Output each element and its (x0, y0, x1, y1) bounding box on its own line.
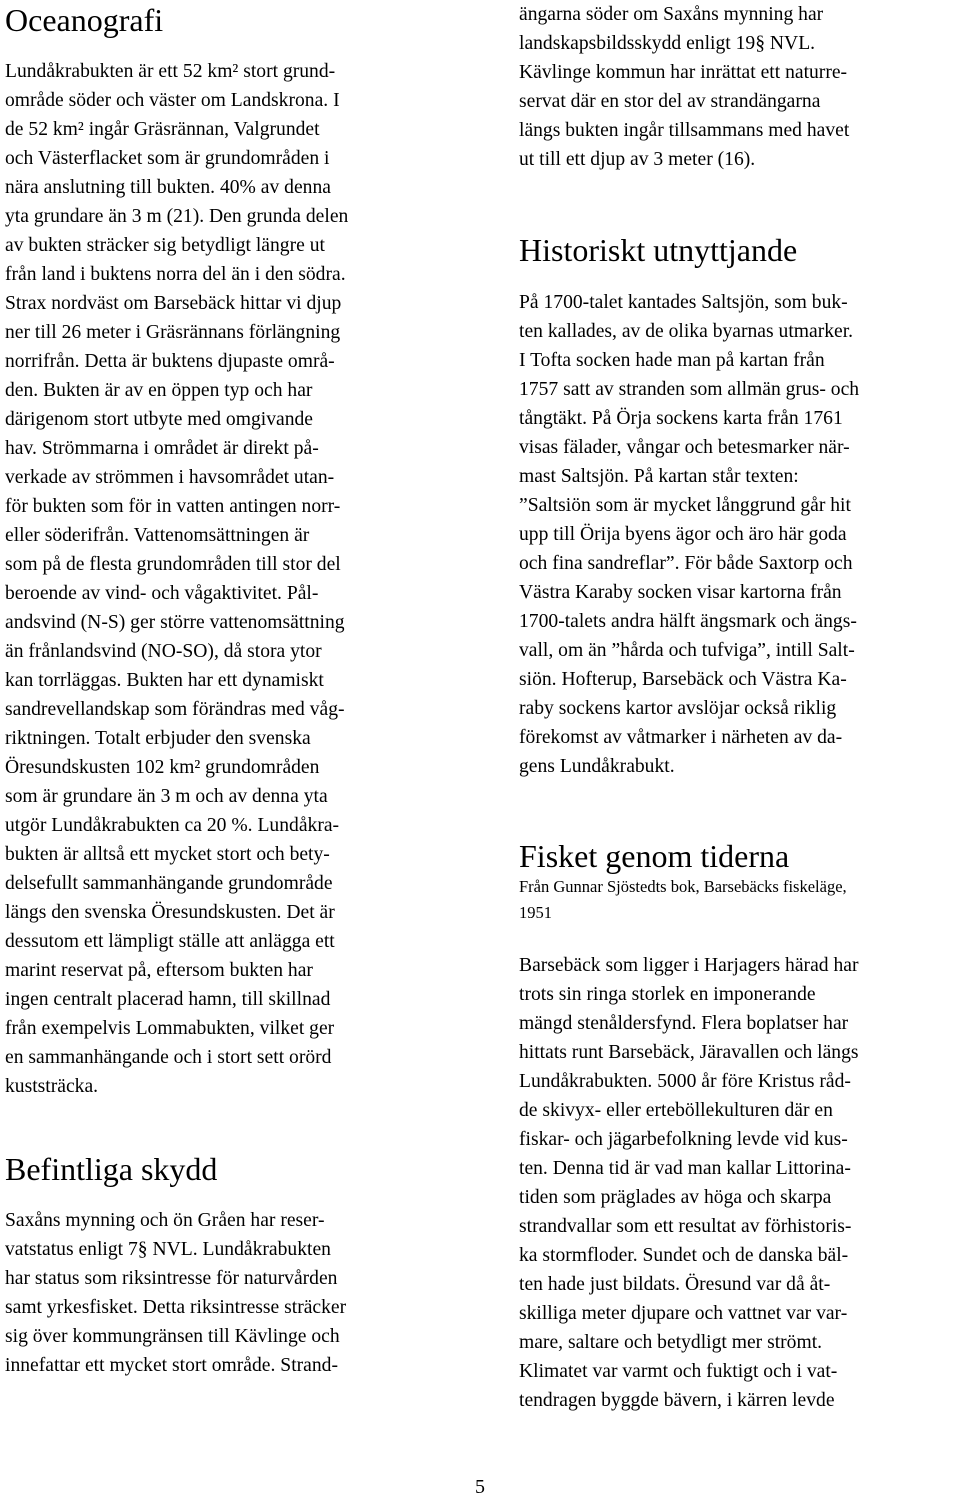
text-line: ten kallades, av de olika byarnas utmarker. (519, 321, 854, 342)
page-number: 5 (475, 1476, 485, 1498)
text-line: de 52 km² ingår Gräsrännan, Valgrundet (5, 119, 320, 140)
text-line: hav. Strömmarna i området är direkt på- (5, 438, 319, 459)
text-line: Västra Karaby socken visar kartorna från (519, 582, 842, 603)
text-line: mare, saltare och betydligt mer strömt. (519, 1332, 823, 1353)
text-line: delsefullt sammanhängande grundområde (5, 873, 333, 894)
fisket-text (519, 951, 959, 1415)
heading-historiskt-utnyttjande: Historiskt utnyttjande (519, 232, 798, 268)
text-line: område söder och väster om Landskrona. I (5, 90, 340, 111)
right-column (519, 0, 959, 1415)
text-line: sig över kommungränsen till Kävlinge och (5, 1326, 340, 1347)
text-line: Öresundskusten 102 km² grundområden (5, 757, 320, 778)
left-column (5, 0, 455, 1380)
section-gap (519, 926, 959, 951)
text-line: den. Bukten är av en öppen typ och har (5, 380, 313, 401)
text-line: raby sockens kartor avslöjar också riklig (519, 698, 837, 719)
text-line: längs den svenska Öresundskusten. Det är (5, 902, 335, 923)
text-line: som på de flesta grundområden till stor del (5, 554, 341, 575)
text-line: eller söderifrån. Vattenomsättningen är (5, 525, 310, 546)
text-line: längs bukten ingår tillsammans med havet (519, 120, 850, 141)
text-line: förekomst av våtmarker i närheten av da- (519, 727, 843, 748)
text-line: upp till Örija byens ägor och äro här goda (519, 524, 847, 545)
text-line: vall, om än ”hårda och tufviga”, intill Salt- (519, 640, 855, 661)
text-line: strandvallar som ett resultat av förhistoris- (519, 1216, 852, 1237)
text-line: utgör Lundåkrabukten ca 20 %. Lundåkra- (5, 815, 340, 836)
source-note (519, 874, 959, 926)
text-line: som är grundare än 3 m och av denna yta (5, 786, 328, 807)
text-line: Saxåns mynning och ön Gråen har reser- (5, 1210, 325, 1231)
text-line: ingen centralt placerad hamn, till skillnad (5, 989, 331, 1010)
heading-oceanografi: Oceanografi (5, 2, 164, 38)
text-line: Från Gunnar Sjöstedts bok, Barsebäcks fiskeläge, (519, 877, 847, 896)
text-line: siön. Hofterup, Barsebäck och Västra Ka- (519, 669, 847, 690)
text-line: norrifrån. Detta är buktens djupaste områ- (5, 351, 335, 372)
text-line: ”Saltsiön som är mycket långgrund går hit (519, 495, 851, 516)
text-line: skilliga meter djupare och vattnet var var- (519, 1303, 848, 1324)
text-line: nära anslutning till bukten. 40% av denna (5, 177, 331, 198)
section-gap (5, 1101, 455, 1151)
text-line: fiskar- och jägarbefolkning levde vid kus- (519, 1129, 848, 1150)
text-line: marint reservat på, eftersom bukten har (5, 960, 313, 981)
text-line: av bukten sträcker sig betydligt längre ut (5, 235, 325, 256)
text-line: och fina sandreflar”. För både Saxtorp och (519, 553, 853, 574)
text-line: 1757 satt av stranden som allmän grus- och (519, 379, 860, 400)
text-line: I Tofta socken hade man på kartan från (519, 350, 825, 371)
text-line: dessutom ett lämpligt ställe att anlägga ett (5, 931, 335, 952)
befintliga-skydd-text (5, 1206, 455, 1380)
text-line: från exempelvis Lommabukten, vilket ger (5, 1018, 335, 1039)
text-line: vatstatus enligt 7§ NVL. Lundåkrabukten (5, 1239, 331, 1260)
text-line: än frånlandsvind (NO-SO), då stora ytor (5, 641, 322, 662)
text-line: På 1700-talet kantades Saltsjön, som buk- (519, 292, 848, 313)
text-line: mast Saltsjön. På kartan står texten: (519, 466, 799, 487)
section-gap (519, 174, 959, 232)
text-line: landskapsbildsskydd enligt 19§ NVL. (519, 33, 816, 54)
text-line: mängd stenåldersfynd. Flera boplatser har (519, 1013, 849, 1034)
text-line: har status som riksintresse för naturvården (5, 1268, 338, 1289)
text-line: visas fälader, vångar och betesmarker när- (519, 437, 850, 458)
text-line: ut till ett djup av 3 meter (16). (519, 149, 756, 170)
text-line: från land i buktens norra del än i den södra. (5, 264, 346, 285)
text-line: tiden som präglades av höga och skarpa (519, 1187, 832, 1208)
skydd-continued-text (519, 0, 959, 174)
text-line: bukten är alltså ett mycket stort och bety- (5, 844, 330, 865)
text-line: Strax nordväst om Barsebäck hittar vi djup (5, 293, 342, 314)
text-line: samt yrkesfisket. Detta riksintresse sträcker (5, 1297, 347, 1318)
text-line: och Västerflacket som är grundområden i (5, 148, 330, 169)
text-line: en sammanhängande och i stort sett orörd (5, 1047, 332, 1068)
text-line: Kävlinge kommun har inrättat ett naturre- (519, 62, 848, 83)
text-line: Barsebäck som ligger i Harjagers härad har (519, 955, 859, 976)
text-line: kan torrläggas. Bukten har ett dynamiskt (5, 670, 324, 691)
historiskt-text (519, 288, 959, 781)
text-line: tendragen byggde bävern, i kärren levde (519, 1390, 835, 1411)
text-line: yta grundare än 3 m (21). Den grunda delen (5, 206, 349, 227)
text-line: de skivyx- eller erteböllekulturen där en (519, 1100, 833, 1121)
text-line: 1700-talets andra hälft ängsmark och ängs- (519, 611, 857, 632)
text-line: ten hade just bildats. Öresund var då åt- (519, 1274, 831, 1295)
text-line: för bukten som för in vatten antingen norr- (5, 496, 341, 517)
text-line: ner till 26 meter i Gräsrännans förlängning (5, 322, 341, 343)
text-line: 1951 (519, 903, 552, 922)
heading-befintliga-skydd: Befintliga skydd (5, 1151, 218, 1187)
section-gap (519, 781, 959, 838)
text-line: servat där en stor del av strandängarna (519, 91, 821, 112)
text-line: sandrevellandskap som förändras med våg- (5, 699, 345, 720)
text-line: trots sin ringa storlek en imponerande (519, 984, 816, 1005)
text-line: riktningen. Totalt erbjuder den svenska (5, 728, 311, 749)
text-line: hittats runt Barsebäck, Järavallen och längs (519, 1042, 859, 1063)
text-line: Klimatet var varmt och fuktigt och i vat- (519, 1361, 838, 1382)
text-line: ten. Denna tid är vad man kallar Littorina- (519, 1158, 851, 1179)
text-line: därigenom stort utbyte med omgivande (5, 409, 313, 430)
text-line: Lundåkrabukten. 5000 år före Kristus råd- (519, 1071, 851, 1092)
oceanografi-text (5, 57, 455, 1101)
heading-fisket-genom-tiderna: Fisket genom tiderna (519, 838, 790, 874)
text-line: innefattar ett mycket stort område. Strand- (5, 1355, 338, 1376)
text-line: Lundåkrabukten är ett 52 km² stort grund- (5, 61, 336, 82)
text-line: gens Lundåkrabukt. (519, 756, 675, 777)
text-line: ka stormfloder. Sundet och de danska bäl- (519, 1245, 849, 1266)
text-line: andsvind (N-S) ger större vattenomsättning (5, 612, 345, 633)
text-line: ängarna söder om Saxåns mynning har (519, 4, 824, 25)
text-line: beroende av vind- och vågaktivitet. Pål- (5, 583, 319, 604)
text-line: tångtäkt. På Örja sockens karta från 1761 (519, 408, 843, 429)
text-line: kuststräcka. (5, 1076, 99, 1097)
text-line: verkade av strömmen i havsområdet utan- (5, 467, 335, 488)
